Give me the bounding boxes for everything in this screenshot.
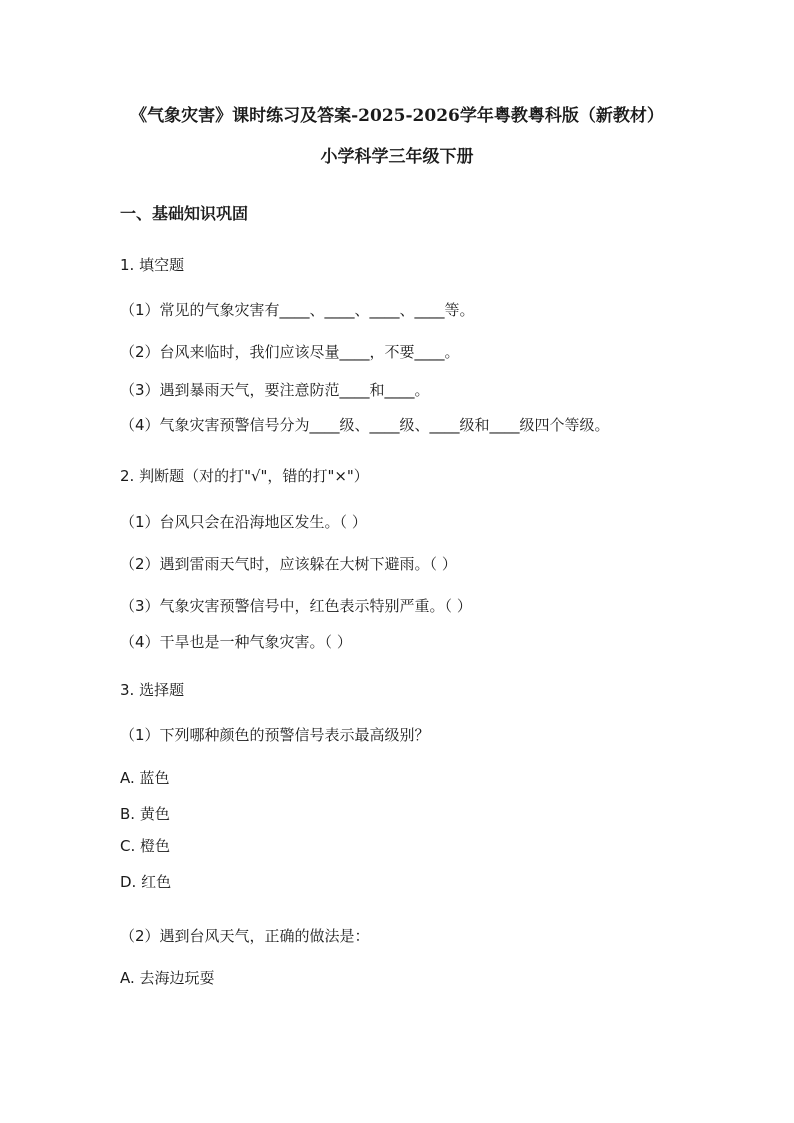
choice-option: B. 黄色 — [120, 805, 170, 823]
choice-question-2: （2）遇到台风天气，正确的做法是： — [120, 927, 370, 945]
doc-title-line2: 小学科学三年级下册 — [320, 147, 474, 167]
fill-blank-item-3: （3）遇到暴雨天气，要注意防范____和____。 — [120, 381, 430, 399]
question-2-label: 2. 判断题（对的打"√"，错的打"×"） — [120, 467, 369, 485]
choice-option: C. 橙色 — [120, 837, 171, 855]
true-false-item-1: （1）台风只会在沿海地区发生。（ ） — [120, 513, 367, 531]
fill-blank-item-2: （2）台风来临时，我们应该尽量____，不要____。 — [120, 343, 460, 361]
section-heading: 一、基础知识巩固 — [120, 204, 249, 223]
true-false-item-4: （4）干旱也是一种气象灾害。（ ） — [120, 633, 352, 651]
true-false-item-3: （3）气象灾害预警信号中，红色表示特别严重。（ ） — [120, 597, 472, 615]
fill-blank-item-4: （4）气象灾害预警信号分为____级、____级、____级和____级四个等级。 — [120, 416, 610, 434]
doc-title-line1: 《气象灾害》课时练习及答案-2025-2026学年粤教粤科版（新教材） — [130, 106, 664, 126]
question-1-label: 1. 填空题 — [120, 256, 185, 274]
choice-option: A. 去海边玩耍 — [120, 969, 215, 987]
choice-option: A. 蓝色 — [120, 769, 170, 787]
choice-question-1: （1）下列哪种颜色的预警信号表示最高级别？ — [120, 726, 430, 744]
true-false-item-2: （2）遇到雷雨天气时，应该躲在大树下避雨。（ ） — [120, 555, 457, 573]
question-3-label: 3. 选择题 — [120, 681, 185, 699]
choice-option: D. 红色 — [120, 873, 172, 891]
fill-blank-item-1: （1）常见的气象灾害有____、____、____、____等。 — [120, 301, 475, 319]
